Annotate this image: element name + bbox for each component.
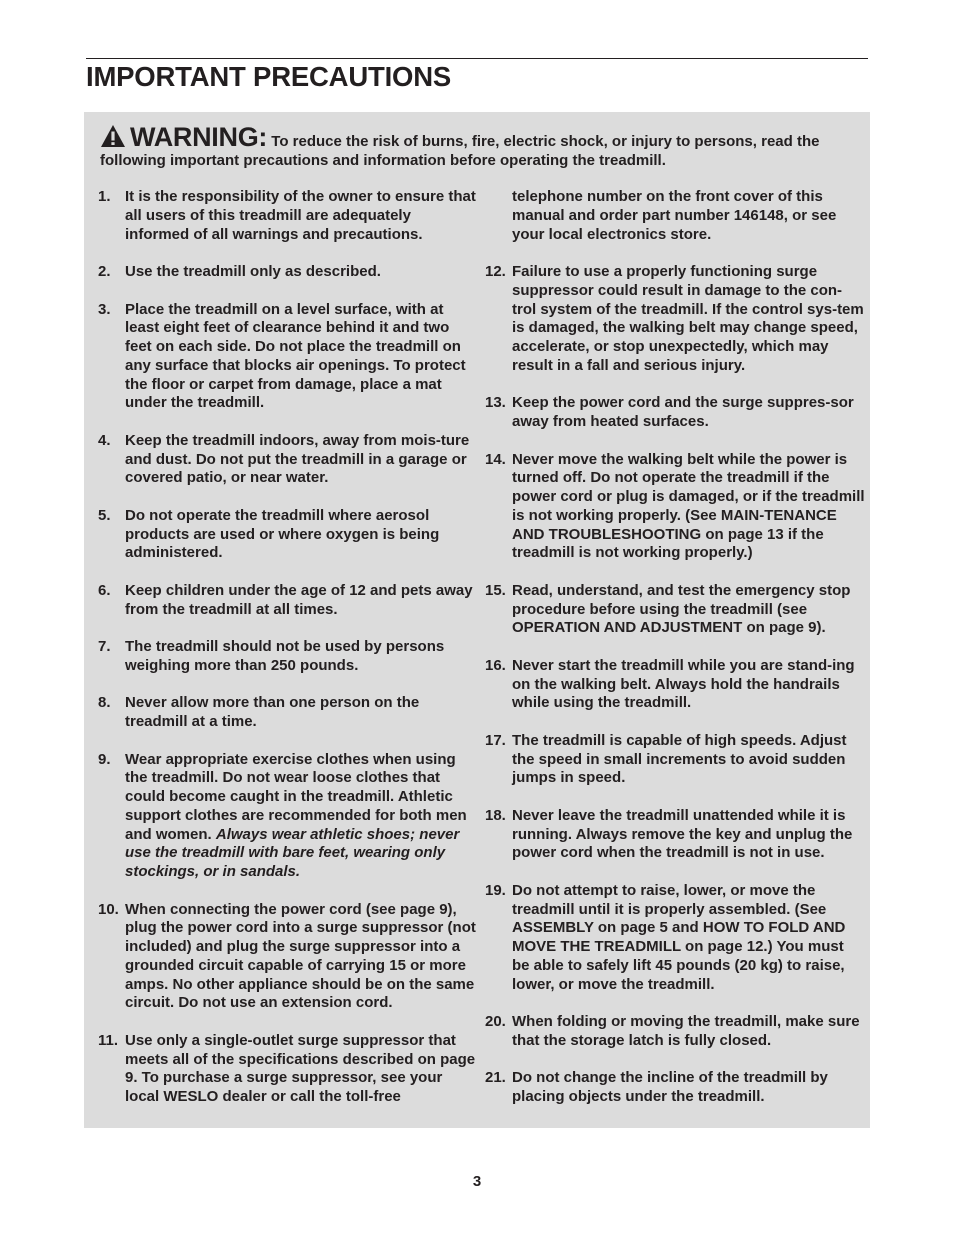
item-number: 17. [485, 731, 506, 749]
warning-text-line1: To reduce the risk of burns, fire, electric shock, or injury to persons, read the [271, 133, 820, 150]
warning-triangle-icon [100, 124, 126, 148]
item-text: Place the treadmill on a level surface, with at least eight feet of clearance behind it and two feet on each side. Do not place the treadmill on any surface that blocks air openings. To protect the floor or carpet from damage, place a mat under the treadmill. [125, 300, 466, 412]
precaution-item [485, 882, 865, 995]
item-number: 14. [485, 450, 506, 468]
page-title: IMPORTANT PRECAUTIONS [86, 61, 452, 92]
item-text: Never move the walking belt while the power is turned off. Do not operate the treadmill if the power cord or plug is damaged, or if the treadmill is not working properly. (See MAIN-TENANCE AND TROUBLESHOOTING on page 13 if the treadmill is not working properly.) [512, 450, 865, 562]
item-text: telephone number on the front cover of this manual and order part number 146148, or see your local electronics store. [512, 188, 837, 243]
item-text: Do not attempt to raise, lower, or move the treadmill until it is properly assembled. (See ASSEMBLY on page 5 and HOW TO FOLD AND MOVE THE TREADMILL on page 12.) You must be able to safely lift 45 pounds (20 kg) to raise, lower, or move the treadmill. [512, 881, 846, 993]
item-number: 7. [98, 638, 111, 655]
precaution-item [485, 582, 865, 638]
precaution-item [98, 301, 478, 414]
item-text: Never start the treadmill while you are stand-ing on the walking belt. Always hold the handrails while using the treadmill. [512, 656, 855, 712]
item-text: Read, understand, and test the emergency stop procedure before using the treadmill (see OPERATION AND ADJUSTMENT on page 9). [512, 581, 851, 637]
item-number: 5. [98, 506, 111, 524]
precaution-item [98, 263, 478, 282]
precaution-item [98, 1032, 478, 1107]
warning-label: WARNING: [130, 122, 268, 152]
precautions-right-column [485, 188, 865, 1126]
item-text: Never allow more than one person on the treadmill at a time. [125, 694, 420, 730]
precaution-item [485, 657, 865, 713]
precaution-item [485, 451, 865, 564]
precaution-item [98, 188, 478, 244]
item-number: 4. [98, 431, 111, 449]
item-number: 16. [485, 656, 506, 674]
item-text: Use the treadmill only as described. [125, 263, 381, 280]
item-number: 18. [485, 806, 506, 824]
precaution-item [485, 1013, 865, 1051]
item-number: 6. [98, 581, 111, 599]
item-text: Keep children under the age of 12 and pets away from the treadmill at all times. [125, 581, 473, 618]
item-number: 2. [98, 263, 111, 280]
item-text: The treadmill should not be used by persons weighing more than 250 pounds. [125, 638, 445, 674]
top-rule [86, 58, 868, 59]
item-number: 19. [485, 881, 506, 899]
warning-panel [84, 112, 870, 1128]
item-text: Never leave the treadmill unattended while it is running. Always remove the key and unplug the power cord when the treadmill is not in use. [512, 806, 853, 862]
item-number: 10. [98, 900, 119, 918]
item-text: Keep the treadmill indoors, away from mois-ture and dust. Do not put the treadmill in a garage or covered patio, or near water. [125, 431, 470, 487]
item-text: Wear appropriate exercise clothes when using the treadmill. Do not wear loose clothes that could become caught in the treadmill. Athletic support clothes are recommended for both men and women. [125, 750, 467, 843]
warning-text-line2: following important precautions and information before operating the treadmill. [100, 152, 666, 169]
item-text: Use only a single-outlet surge suppressor that meets all of the specifications described on page 9. To purchase a surge suppressor, see your local WESLO dealer or call the toll-free [125, 1031, 476, 1105]
precaution-item [485, 394, 865, 432]
item-number: 12. [485, 263, 506, 280]
item-text: Do not change the incline of the treadmill by placing objects under the treadmill. [512, 1069, 828, 1105]
item-number: 3. [98, 300, 111, 318]
item-text: When connecting the power cord (see page 9), plug the power cord into a surge suppressor (not included) and plug the surge suppressor into a grounded circuit capable of carrying 15 or more amps. No other appliance should be on the same circuit. Do not use an extension cord. [125, 900, 476, 1012]
item-text: When folding or moving the treadmill, make sure that the storage latch is fully closed. [512, 1013, 860, 1049]
item-text: It is the responsibility of the owner to ensure that all users of this treadmill are adequately informed of all warnings and precautions. [125, 188, 476, 243]
precaution-item [485, 1069, 865, 1107]
precautions-left-column [98, 188, 478, 1126]
precaution-item [485, 263, 865, 376]
item-text: Keep the power cord and the surge suppres-sor away from heated surfaces. [512, 394, 854, 430]
precaution-item [98, 582, 478, 620]
item-number: 13. [485, 394, 506, 412]
item-number: 20. [485, 1013, 506, 1030]
precaution-item [98, 432, 478, 488]
item-text: Do not operate the treadmill where aerosol products are used or where oxygen is being administered. [125, 506, 440, 562]
item-number: 11. [98, 1031, 119, 1049]
page-number: 3 [472, 1173, 482, 1190]
precaution-item [98, 901, 478, 1014]
item-number: 21. [485, 1069, 506, 1087]
item-number: 8. [98, 694, 111, 712]
item-text: The treadmill is capable of high speeds. Adjust the speed in small increments to avoid sudden jumps in speed. [512, 731, 847, 787]
precaution-item [98, 751, 478, 882]
precaution-item [98, 694, 478, 732]
precaution-item [98, 507, 478, 563]
item-text: Failure to use a properly functioning surge suppressor could result in damage to the con-trol system of the treadmill. If the control sys-tem is damaged, the walking belt may change speed, accelerate, or stop unexpectedly, which may result in a fall and serious injury. [512, 263, 864, 374]
item-number: 1. [98, 188, 111, 205]
precaution-item [485, 807, 865, 863]
precaution-item-continued [485, 188, 865, 244]
item-number: 9. [98, 750, 111, 768]
item-emphasis-text: Always wear athletic shoes; never use the treadmill with bare feet, wearing only stockings, or in sandals. [125, 825, 460, 880]
warning-header [100, 124, 860, 170]
item-number: 15. [485, 581, 506, 599]
precaution-item [485, 732, 865, 788]
precaution-item [98, 638, 478, 676]
